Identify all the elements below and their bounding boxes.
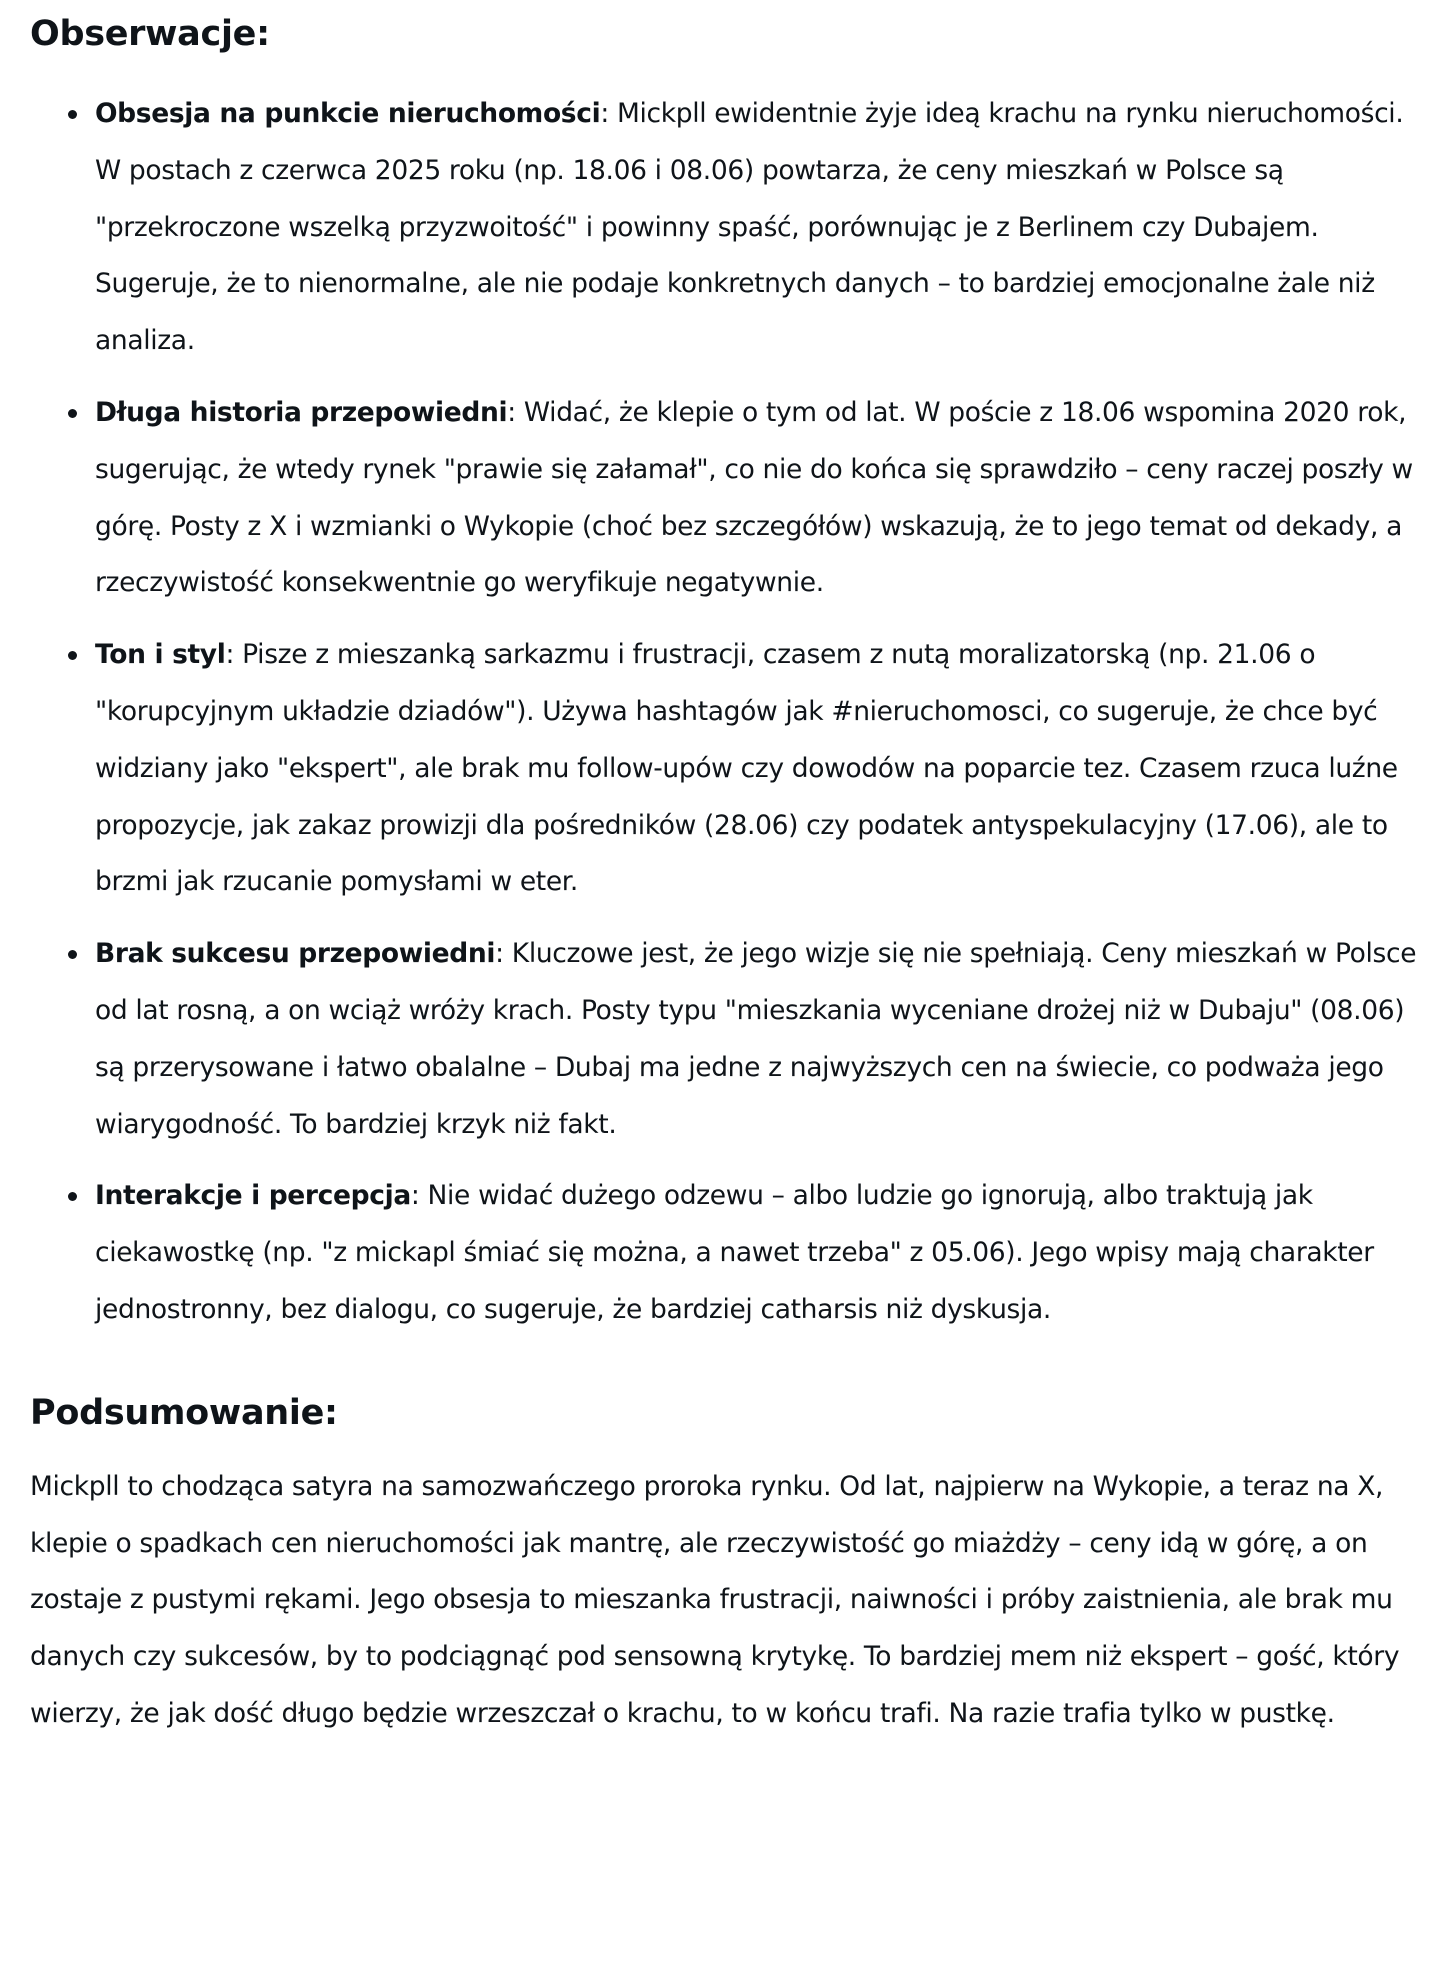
summary-paragraph: Mickpll to chodząca satyra na samozwańczego proroka rynku. Od lat, najpierw na Wykopie, a teraz na X, klepie o spadkach cen nieruchomości jak mantrę, ale rzeczywistość go miażdży – ceny idą w górę, a on zostaje z pustymi rękami. Jego obsesja to mieszanka frustracji, naiwności i próby zaistnienia, ale brak mu danych czy sukcesów, by to podciągnąć pod sensowną krytykę. To bardziej mem niż ekspert – gość, który wierzy, że jak dość długo będzie wrzeszczał o krachu, to w końcu trafi. Na razie trafia tylko w pustkę. bbox=[30, 1470, 1400, 1729]
bullet-icon bbox=[68, 409, 77, 418]
observation-text: Mickpll ewidentnie żyje ideą krachu na rynku nieruchomości. W postach z czerwca 2025 roku (np. 18.06 i 08.06) powtarza, że ceny mieszkań w Polsce są "przekroczone wszelką przyzwoitość" i powinny spaść, porównując je z Berlinem czy Dubajem. Sugeruje, że to nienormalne, ale nie podaje konkretnych danych – to bardziej emocjonalne żale niż analiza. bbox=[95, 98, 1404, 357]
observation-separator: : bbox=[507, 396, 516, 428]
observation-separator: : bbox=[600, 98, 609, 129]
observation-item bbox=[30, 627, 1422, 911]
observations-list bbox=[30, 86, 1422, 1339]
observations-heading: Obserwacje: bbox=[30, 14, 270, 54]
observation-item bbox=[30, 926, 1422, 1153]
observation-item bbox=[30, 1168, 1422, 1338]
bullet-icon bbox=[68, 651, 77, 660]
observation-text: Pisze z mieszanką sarkazmu i frustracji, czasem z nutą moralizatorską (np. 21.06 o "korupcyjnym układzie dziadów"). Używa hashtagów jak #nieruchomosci, co sugeruje, że chce być widziany jako "ekspert", ale brak mu follow-upów czy dowodów na poparcie tez. Czasem rzuca luźne propozycje, jak zakaz prowizji dla pośredników (28.06) czy podatek antyspekulacyjny (17.06), ale to brzmi jak rzucanie pomysłami w eter. bbox=[95, 639, 1398, 898]
bullet-icon bbox=[68, 1192, 77, 1201]
observation-text: Kluczowe jest, że jego wizje się nie spełniają. Ceny mieszkań w Polsce od lat rosną, a on wciąż wróży krach. Posty typu "mieszkania wyceniane drożej niż w Dubaju" (08.06) są przerysowane i łatwo obalalne – Dubaj ma jedne z najwyższych cen na świecie, co podważa jego wiarygodność. To bardziej krzyk niż fakt. bbox=[95, 938, 1417, 1140]
observation-separator: : bbox=[225, 639, 235, 671]
observation-item bbox=[30, 385, 1422, 612]
observation-text: Widać, że klepie o tym od lat. W poście z 18.06 wspomina 2020 rok, sugerując, że wtedy rynek "prawie się załamał", co nie do końca się sprawdziło – ceny raczej poszły w górę. Posty z X i wzmianki o Wykopie (choć bez szczegółów) wskazują, że to jego temat od dekady, a rzeczywistość konsekwentnie go weryfikuje negatywnie. bbox=[95, 396, 1413, 599]
observation-title: Długa historia przepowiedni bbox=[95, 396, 508, 428]
bullet-icon bbox=[68, 950, 77, 959]
observation-title: Ton i styl bbox=[95, 639, 226, 671]
observation-text: Nie widać dużego odzewu – albo ludzie go ignorują, albo traktują jak ciekawostkę (np. "z mickapl śmiać się można, a nawet trzeba" z 05.06). Jego wpisy mają charakter jednostronny, bez dialogu, co sugeruje, że bardziej catharsis niż dyskusja. bbox=[95, 1180, 1374, 1325]
observation-title: Interakcje i percepcja bbox=[95, 1180, 411, 1212]
observation-title: Brak sukcesu przepowiedni bbox=[95, 938, 496, 970]
summary-heading: Podsumowanie: bbox=[30, 1392, 338, 1433]
bullet-icon bbox=[68, 110, 77, 119]
observation-title: Obsesja na punkcie nieruchomości bbox=[95, 98, 601, 129]
observation-separator: : bbox=[495, 938, 504, 970]
observation-item bbox=[30, 86, 1422, 370]
observation-separator: : bbox=[410, 1180, 420, 1212]
